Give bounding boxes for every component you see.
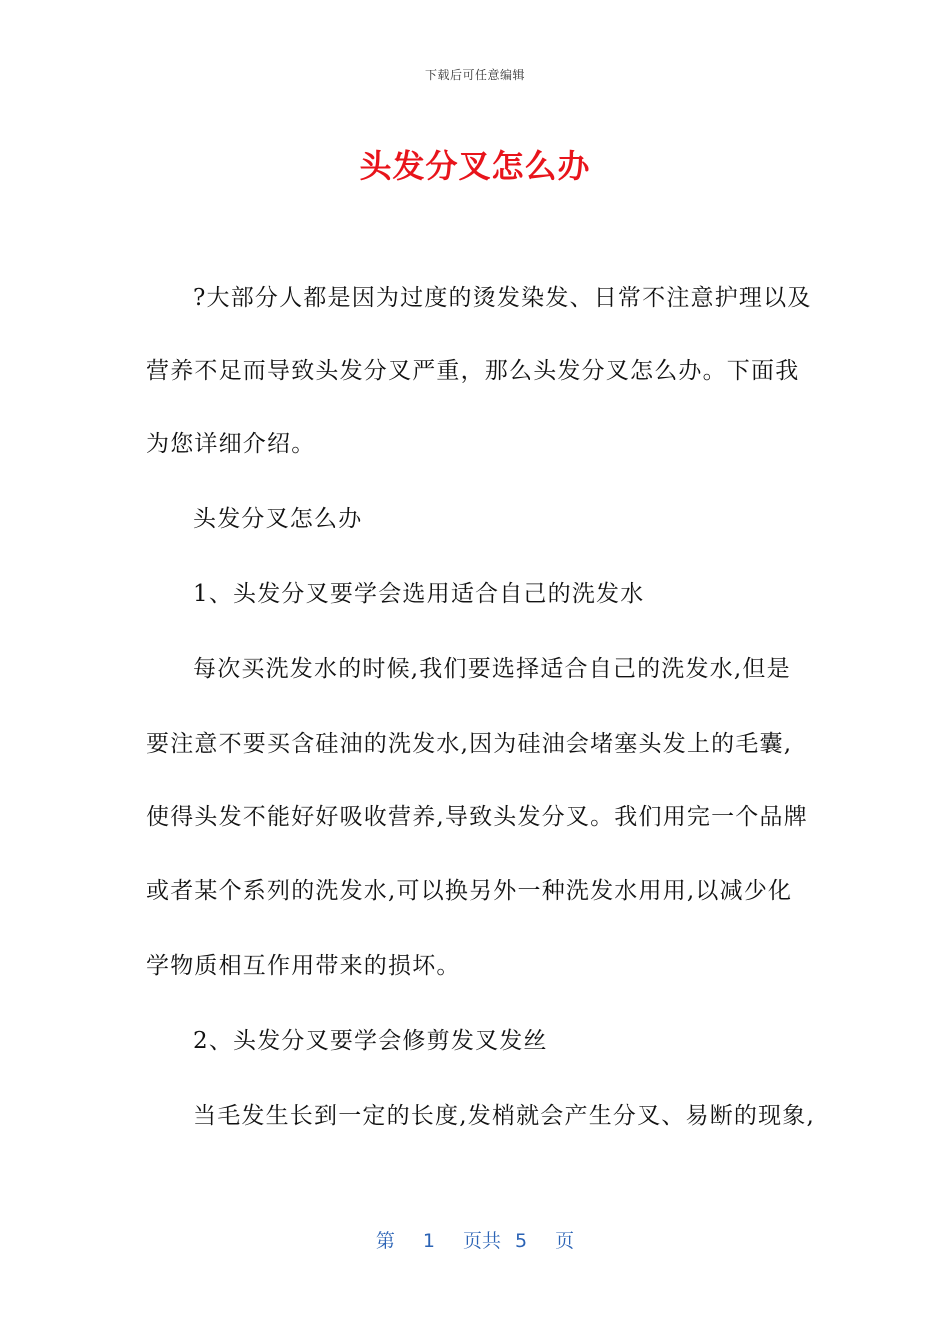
list-item-heading: 2、头发分叉要学会修剪发叉发丝 <box>193 1028 548 1054</box>
paragraph-line: 使得头发不能好好吸收营养,导致头发分叉。我们用完一个品牌 <box>146 804 808 830</box>
paragraph-line: 营养不足而导致头发分叉严重，那么头发分叉怎么办。下面我 <box>146 358 800 384</box>
document-title: 头发分叉怎么办 <box>359 147 591 185</box>
paragraph-line: 为您详细介绍。 <box>146 431 316 457</box>
paragraph-line: 或者某个系列的洗发水,可以换另外一种洗发水用用,以减少化 <box>146 878 793 904</box>
header-note: 下载后可任意编辑 <box>424 68 525 82</box>
section-heading: 头发分叉怎么办 <box>193 506 363 532</box>
paragraph-line: 要注意不要买含硅油的洗发水,因为硅油会堵塞头发上的毛囊, <box>146 731 793 757</box>
footer-current-page: 1 <box>422 1230 435 1252</box>
footer-suffix: 页 <box>555 1230 575 1252</box>
footer-total-pages: 5 <box>515 1230 528 1252</box>
footer-prefix: 第 <box>375 1230 395 1252</box>
paragraph-line: 当毛发生长到一定的长度,发梢就会产生分叉、易断的现象, <box>193 1103 816 1129</box>
paragraph-line: 学物质相互作用带来的损坏。 <box>146 953 461 979</box>
paragraph-line: ?大部分人都是因为过度的烫发染发、日常不注意护理以及 <box>193 285 812 311</box>
footer-middle: 页共 <box>462 1230 501 1252</box>
list-item-heading: 1、头发分叉要学会选用适合自己的洗发水 <box>193 581 645 607</box>
page-number-footer <box>0 1226 950 1253</box>
paragraph-line: 每次买洗发水的时候,我们要选择适合自己的洗发水,但是 <box>193 656 791 682</box>
